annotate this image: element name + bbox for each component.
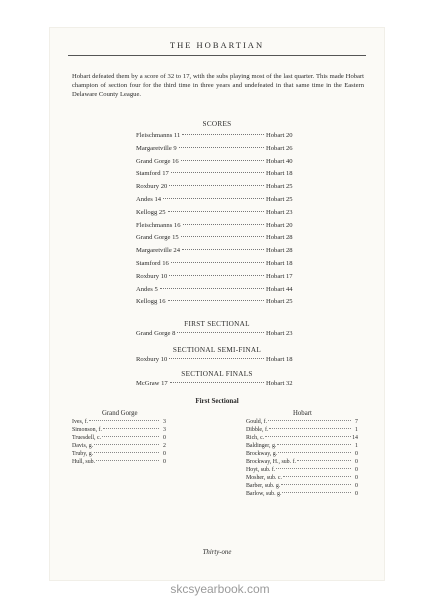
leader-dots <box>177 332 264 333</box>
player-points: 14 <box>352 435 358 441</box>
player-name: Rich, c. <box>246 435 265 441</box>
hobart-score: Hobart 25 <box>266 298 293 306</box>
leader-dots <box>297 460 351 461</box>
site-watermark: skcsyearbook.com <box>170 582 270 596</box>
player-points: 3 <box>163 427 166 433</box>
hobart-team-heading: Hobart <box>293 410 312 417</box>
leader-dots <box>163 198 264 199</box>
score-row <box>136 232 306 244</box>
player-points: 3 <box>163 419 166 425</box>
leader-dots <box>103 428 159 429</box>
player-name: Gould, f. <box>246 419 268 425</box>
leader-dots <box>96 460 159 461</box>
leader-dots <box>89 420 159 421</box>
player-row <box>72 434 166 442</box>
opponent-score: Roxbury 20 <box>136 183 168 191</box>
player-row <box>72 426 166 434</box>
semi-final-heading: SECTIONAL SEMI-FINAL <box>172 346 262 354</box>
box-score-title: First Sectional <box>195 397 239 405</box>
player-row <box>246 474 358 482</box>
hobart-score: Hobart 32 <box>266 380 293 387</box>
leader-dots <box>169 275 264 276</box>
opponent-score: Grand Gorge 8 <box>136 330 176 337</box>
hobart-score: Hobart 28 <box>266 247 293 255</box>
score-row <box>136 130 306 142</box>
player-row <box>246 418 358 426</box>
player-name: Davis, g. <box>72 443 94 449</box>
player-points: 1 <box>355 427 358 433</box>
leader-dots <box>281 484 351 485</box>
player-name: Ives, f. <box>72 419 89 425</box>
player-name: Truesdell, c. <box>72 435 102 441</box>
score-row <box>136 143 306 155</box>
player-row <box>246 442 358 450</box>
opponent-score: Grand Gorge 16 <box>136 157 179 165</box>
player-points: 0 <box>355 467 358 473</box>
player-points: 2 <box>163 443 166 449</box>
score-row <box>136 258 306 270</box>
leader-dots <box>168 211 265 212</box>
leader-dots <box>181 160 264 161</box>
leader-dots <box>183 224 264 225</box>
leader-dots <box>268 420 351 421</box>
leader-dots <box>94 452 159 453</box>
opponent-score: Stamford 16 <box>136 260 169 267</box>
player-row <box>246 490 358 498</box>
leader-dots <box>278 452 351 453</box>
hobart-score: Hobart 44 <box>266 285 293 293</box>
leader-dots <box>171 172 264 173</box>
player-row <box>246 482 358 490</box>
opponent-score: Kellogg 25 <box>136 208 166 216</box>
leader-dots <box>168 300 265 301</box>
player-row <box>72 458 166 466</box>
opponent-score: Roxbury 10 <box>136 356 168 363</box>
score-row <box>136 156 306 168</box>
player-name: Brockway, g. <box>246 451 278 457</box>
leader-dots <box>171 262 264 263</box>
opponent-score: Andes 5 <box>136 285 158 293</box>
intro-paragraph: Hobart defeated them by a score of 32 to 17, with the subs playing most of the last quarter. This made Hobart champion of section four for the third time in three years and undefeated in that same time in the Eastern Delaware County League. <box>72 73 364 98</box>
leader-dots <box>276 468 351 469</box>
hobart-score: Hobart 28 <box>266 234 293 242</box>
player-row <box>246 466 358 474</box>
leader-dots <box>160 288 264 289</box>
player-name: Baldinger, g. <box>246 443 277 449</box>
leader-dots <box>182 134 264 135</box>
opponent-score: Kellogg 16 <box>136 298 166 306</box>
player-points: 0 <box>163 451 166 457</box>
opponent-score: Margaretville 9 <box>136 144 177 152</box>
player-points: 0 <box>355 475 358 481</box>
player-row <box>246 426 358 434</box>
hobart-score: Hobart 25 <box>266 196 293 203</box>
player-name: Hoyt, sub. f. <box>246 467 276 473</box>
player-points: 0 <box>355 491 358 497</box>
player-row <box>246 458 358 466</box>
opponent-score: Fleischmanns 16 <box>136 221 181 229</box>
leader-dots <box>265 436 351 437</box>
grand-gorge-team-heading: Grand Gorge <box>102 410 138 417</box>
opponent-score: McGraw 17 <box>136 380 168 387</box>
score-row <box>136 296 306 308</box>
player-name: Mosher, sub. c. <box>246 475 282 481</box>
running-header: THE HOBARTIAN <box>169 40 265 50</box>
player-points: 0 <box>355 451 358 457</box>
scores-heading: SCORES <box>202 120 232 128</box>
player-points: 0 <box>355 459 358 465</box>
page-number: Thirty-one <box>202 549 232 556</box>
opponent-score: Roxbury 10 <box>136 272 168 280</box>
player-points: 0 <box>163 435 166 441</box>
opponent-score: Stamford 17 <box>136 170 169 178</box>
yearbook-page <box>50 28 384 580</box>
hobart-score: Hobart 26 <box>266 144 293 152</box>
finals-heading: SECTIONAL FINALS <box>181 370 253 378</box>
hobart-score: Hobart 20 <box>266 221 293 229</box>
opponent-score: Grand Gorge 15 <box>136 234 179 242</box>
leader-dots <box>277 444 351 445</box>
player-points: 0 <box>163 459 166 465</box>
hobart-score: Hobart 18 <box>266 356 293 363</box>
player-row <box>246 450 358 458</box>
leader-dots <box>182 249 264 250</box>
hobart-score: Hobart 40 <box>266 157 293 165</box>
player-name: Barlow, sub. g. <box>246 491 282 497</box>
hobart-score: Hobart 18 <box>266 260 293 267</box>
player-name: Dibble, f. <box>246 427 269 433</box>
first-sectional-score <box>136 328 306 340</box>
leader-dots <box>179 147 264 148</box>
opponent-score: Margaretville 24 <box>136 247 181 255</box>
score-row <box>136 194 306 206</box>
hobart-score: Hobart 18 <box>266 170 293 178</box>
opponent-score: Andes 14 <box>136 196 162 203</box>
player-points: 7 <box>355 419 358 425</box>
score-row <box>136 271 306 283</box>
player-points: 0 <box>355 483 358 489</box>
leader-dots <box>170 382 264 383</box>
player-name: Barber, sub. g. <box>246 483 281 489</box>
score-row <box>136 207 306 219</box>
leader-dots <box>283 476 351 477</box>
leader-dots <box>282 492 351 493</box>
leader-dots <box>169 185 264 186</box>
leader-dots <box>94 444 159 445</box>
player-name: Simonson, f. <box>72 427 102 433</box>
player-row <box>72 442 166 450</box>
leader-dots <box>269 428 351 429</box>
score-row <box>136 181 306 193</box>
leader-dots <box>181 236 264 237</box>
player-row <box>246 434 358 442</box>
hobart-score: Hobart 17 <box>266 272 293 280</box>
opponent-score: Fleischmanns 11 <box>136 132 181 139</box>
player-row <box>72 418 166 426</box>
finals-score <box>136 378 306 390</box>
hobart-score: Hobart 25 <box>266 183 293 191</box>
player-name: Truby, g. <box>72 451 94 457</box>
header-rule <box>68 55 366 56</box>
player-points: 1 <box>355 443 358 449</box>
score-row <box>136 245 306 257</box>
player-name: Brockway, H., sub. f. <box>246 459 297 465</box>
hobart-score: Hobart 23 <box>266 208 293 216</box>
player-row <box>72 450 166 458</box>
score-row <box>136 284 306 296</box>
leader-dots <box>102 436 159 437</box>
score-row <box>136 168 306 180</box>
score-row <box>136 220 306 232</box>
semi-final-score <box>136 354 306 366</box>
player-name: Hull, sub. <box>72 459 96 465</box>
hobart-score: Hobart 23 <box>266 330 293 337</box>
hobart-score: Hobart 20 <box>266 132 293 139</box>
first-sectional-heading: FIRST SECTIONAL <box>184 320 250 328</box>
leader-dots <box>169 358 264 359</box>
